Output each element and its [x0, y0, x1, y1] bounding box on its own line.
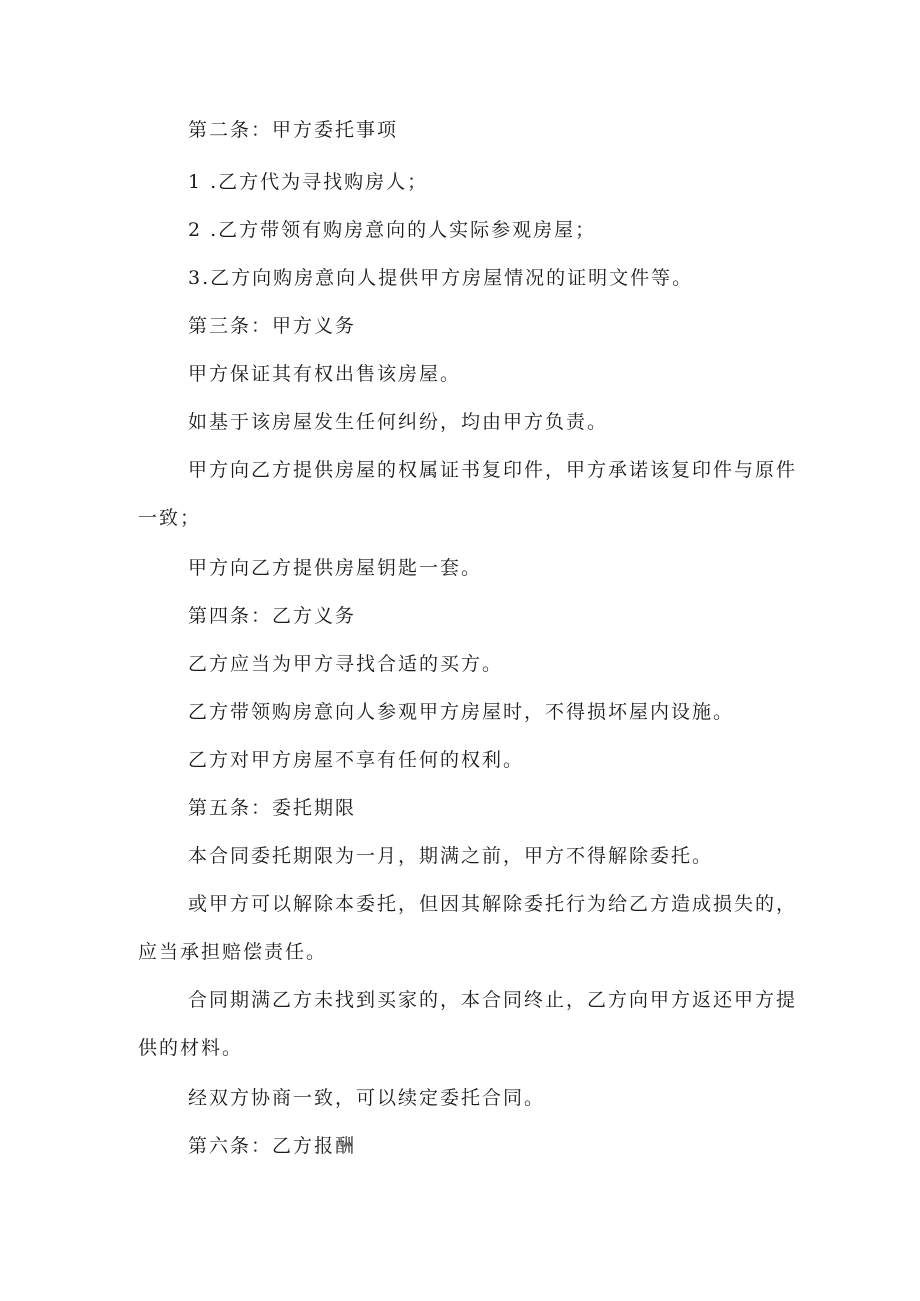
paragraph: 2 .乙方带领有购房意向的人实际参观房屋； — [188, 219, 597, 241]
paragraph: 合同期满乙方未找到买家的，本合同终止，乙方向甲方返还甲方提供的材料。 — [138, 989, 798, 1059]
paragraph: 乙方应当为甲方寻找合适的买方。 — [188, 653, 504, 675]
paragraph: 甲方保证其有权出售该房屋。 — [188, 363, 462, 385]
paragraph: 本合同委托期限为一月，期满之前，甲方不得解除委托。 — [188, 845, 714, 867]
section-heading-article-2: 第二条：甲方委托事项 — [188, 119, 399, 141]
paragraph: 乙方对甲方房屋不享有任何的权利。 — [188, 749, 525, 771]
paragraph: 甲方向乙方提供房屋的权属证书复印件，甲方承诺该复印件与原件一致； — [138, 459, 798, 529]
paragraph: 如基于该房屋发生任何纠纷，均由甲方负责。 — [188, 411, 609, 433]
section-heading-article-6: 第六条：乙方报酬 — [188, 1135, 357, 1157]
paragraph: 3.乙方向购房意向人提供甲方房屋情况的证明文件等。 — [188, 267, 694, 289]
section-heading-article-4: 第四条：乙方义务 — [188, 605, 357, 627]
section-heading-article-5: 第五条：委托期限 — [188, 797, 357, 819]
section-heading-article-3: 第三条：甲方义务 — [188, 315, 357, 337]
paragraph: 或甲方可以解除本委托，但因其解除委托行为给乙方造成损失的，应当承担赔偿责任。 — [138, 893, 798, 963]
paragraph: 乙方带领购房意向人参观甲方房屋时，不得损坏屋内设施。 — [188, 701, 735, 723]
paragraph: 1 .乙方代为寻找购房人； — [188, 171, 429, 193]
paragraph: 经双方协商一致，可以续定委托合同。 — [188, 1087, 546, 1109]
paragraph: 甲方向乙方提供房屋钥匙一套。 — [188, 557, 483, 579]
